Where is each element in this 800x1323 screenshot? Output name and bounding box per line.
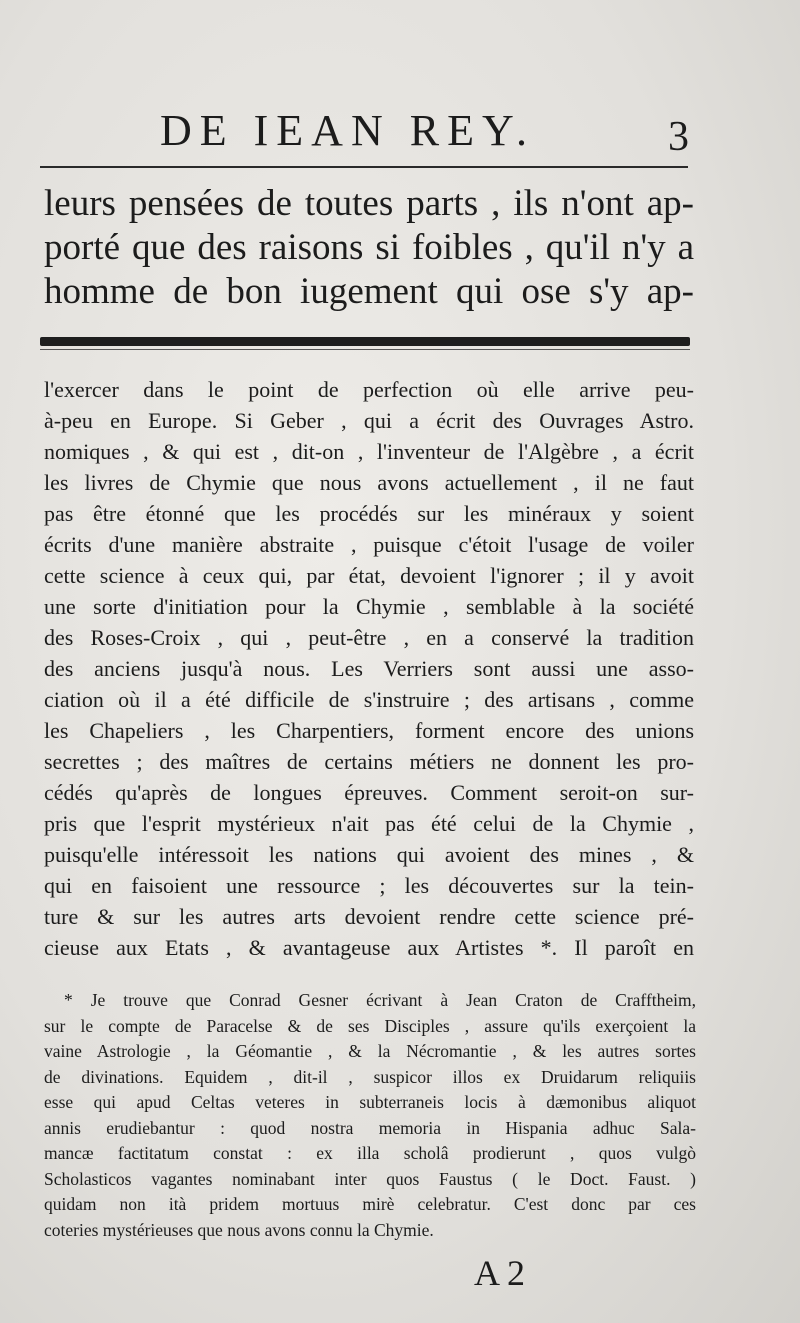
footnote-line: coteries mystérieuses que nous avons connu la Chymie. (44, 1219, 434, 1240)
upper-text-line: homme de bon iugement qui ose s'y ap- (44, 271, 694, 312)
footnote-line: esse qui apud Celtas veteres in subterraneis locis à dæmonibus aliquot (44, 1092, 696, 1112)
upper-text-line: leurs pensées de toutes parts , ils n'ont ap- (44, 183, 694, 224)
text-line: qui en faisoient une ressource ; les découvertes sur la tein- (44, 873, 694, 898)
text-line: cette science à ceux qui, par état, devoient l'ignorer ; il y avoit (44, 563, 694, 588)
text-line: puisqu'elle intéressoit les nations qui avoient des mines , & (44, 842, 694, 867)
running-title: DE IEAN REY. (160, 106, 536, 155)
upper-text-line: porté que des raisons si foibles , qu'il n'y a (44, 227, 694, 268)
signature-mark: A 2 (474, 1253, 526, 1293)
main-text-block (44, 374, 694, 963)
text-line: les livres de Chymie que nous avons actuellement , il ne faut (44, 470, 694, 495)
text-line: une sorte d'initiation pour la Chymie , semblable à la société (44, 594, 694, 619)
text-line: pris que l'esprit mystérieux n'ait pas été celui de la Chymie , (44, 811, 694, 836)
footnote-line: * Je trouve que Conrad Gesner écrivant à Jean Craton de Crafftheim, (64, 990, 696, 1010)
text-line: ciation où il a été difficile de s'instruire ; des artisans , comme (44, 687, 694, 712)
text-line: à-peu en Europe. Si Geber , qui a écrit des Ouvrages Astro. (44, 408, 694, 433)
text-line: secrettes ; des maîtres de certains métiers ne donnent les pro- (44, 749, 694, 774)
footnote-line: Scholasticos vagantes nominabant inter quos Faustus ( le Doct. Faust. ) (44, 1168, 696, 1189)
text-line: écrits d'une manière abstraite , puisque c'étoit l'usage de voiler (44, 532, 694, 557)
header-rule (40, 166, 688, 168)
text-line: nomiques , & qui est , dit-on , l'inventeur de l'Algèbre , a écrit (44, 439, 694, 464)
text-line: pas être étonné que les procédés sur les minéraux y soient (44, 501, 694, 526)
footnote-line: sur le compte de Paracelse & de ses Disciples , assure qu'ils exerçoient la (44, 1015, 696, 1036)
text-line: l'exercer dans le point de perfection où elle arrive peu- (44, 377, 694, 402)
text-line: les Chapeliers , les Charpentiers, forment encore des unions (44, 718, 694, 743)
footnote-line: annis erudiebantur : quod nostra memoria in Hispania adhuc Sala- (44, 1117, 696, 1138)
upper-text-block (44, 182, 694, 314)
footnote-line: vaine Astrologie , la Géomantie , & la Nécromantie , & les autres sortes (44, 1041, 696, 1061)
text-line: ture & sur les autres arts devoient rendre cette science pré- (44, 904, 694, 929)
text-line: cédés qu'après de longues épreuves. Comment seroit-on sur- (44, 780, 694, 805)
page-number: 3 (668, 114, 689, 160)
text-line: des Roses-Croix , qui , peut-être , en a conservé la tradition (44, 625, 694, 650)
running-head (0, 105, 800, 165)
footnote-block (44, 988, 696, 1243)
footnote-line: mancæ factitatum constat : ex illa scholâ prodierunt , quos vulgò (44, 1143, 696, 1163)
footnote-line: de divinations. Equidem , dit-il , suspicor illos ex Druidarum reliquiis (44, 1066, 696, 1087)
footnote-line: quidam non ità pridem mortuus mirè celebratur. C'est donc par ces (44, 1194, 696, 1214)
text-line: cieuse aux Etats , & avantageuse aux Artistes *. Il paroît en (44, 935, 694, 960)
text-line: des anciens jusqu'à nous. Les Verriers sont aussi une asso- (44, 656, 694, 681)
section-divider-rule (40, 337, 690, 346)
